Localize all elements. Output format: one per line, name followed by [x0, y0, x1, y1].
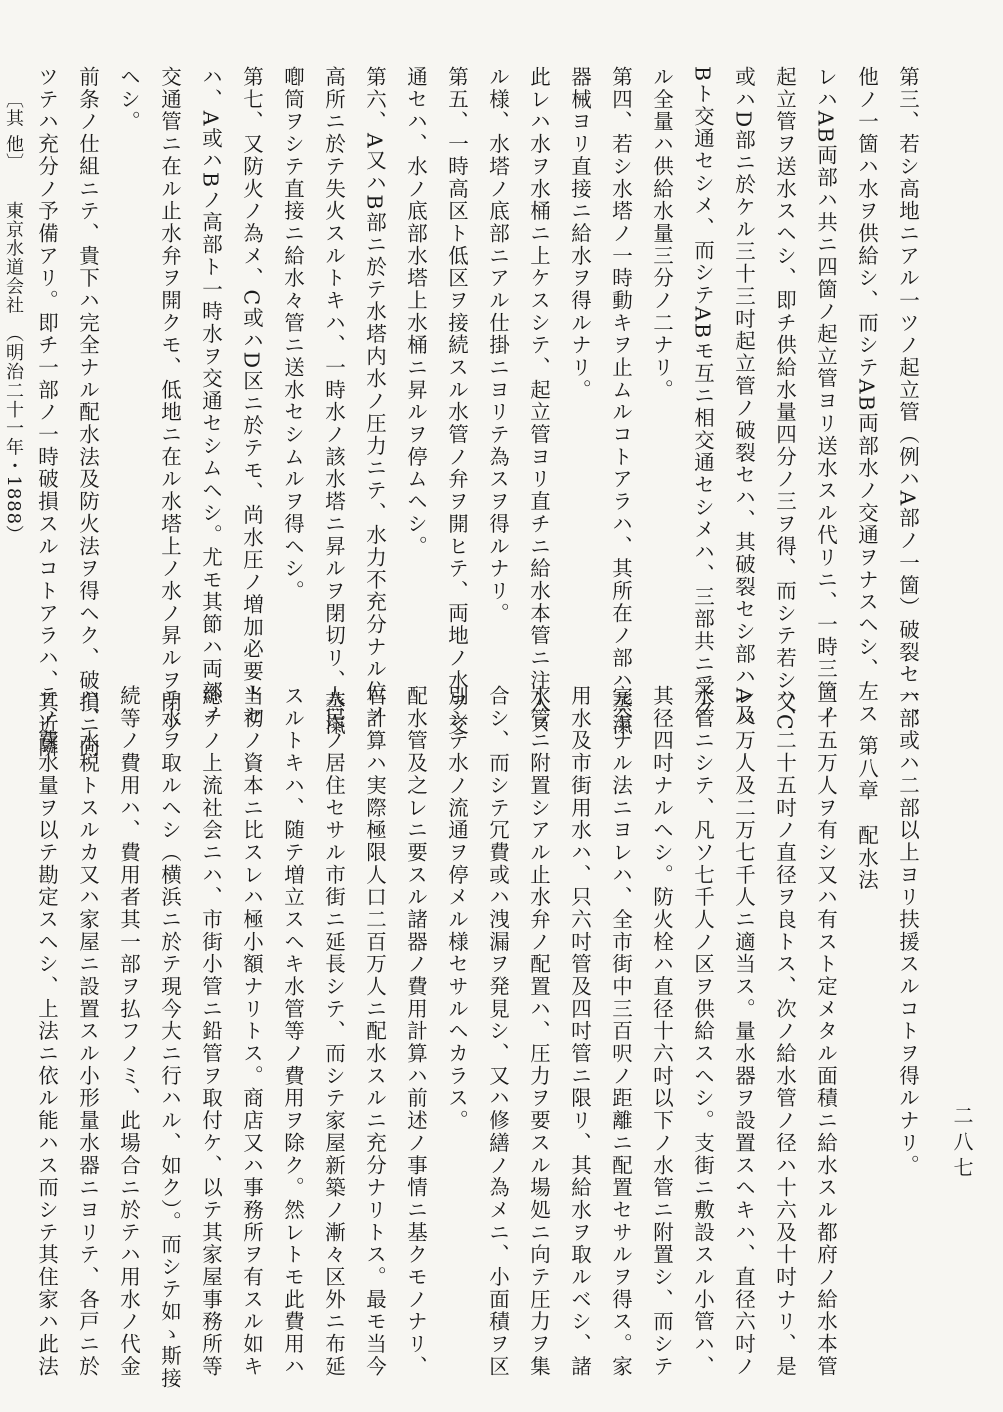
upper-column: 第三、若シ高地ニアル一ツノ起立管（例ハA部ノ一箇）破裂セハ、: [895, 66, 920, 731]
lower-column: 右計算ハ実際極限人口二百万人ニ配水スルニ充分ナリトス。最モ当今: [362, 685, 387, 1378]
lower-column: 続等ノ費用ハ、費用者其一部ヲ払フノミ、此場合ニ於テハ用水ノ代金: [116, 685, 141, 1378]
upper-column: 第四、若シ水塔ノ一時動キヲ止ムルコトアラハ、其所在ノ部ハ蒸滊: [608, 66, 633, 737]
upper-column: 交通管ニ在ル止水弁ヲ開クモ、低地ニ在ル水塔上ノ水ノ昇ルヲ閉ツ: [157, 66, 182, 737]
lower-column: ニ水ヲ取ルヘシ（横浜ニ於テ現今大ニ行ハル、如ク）。而シテ如ゝ斯接: [157, 685, 182, 1390]
lower-column: 二十五万人ヲ有シ又ハ有スト定メタル面積ニ給水スル都府ノ給水本管: [813, 685, 838, 1378]
upper-column: ル様、水塔ノ底部ニアル仕掛ニヨリテ為スヲ得ルナリ。: [485, 66, 510, 625]
lower-column: 配水管及之レニ要スル諸器ノ費用計算ハ前述ノ事情ニ基クモノナリ、: [403, 685, 428, 1378]
upper-column: 第七、又防火ノ為メ、C或ハD区ニ於テモ、尚水圧ノ増加必要トセ: [239, 66, 264, 728]
chapter-title: 第八章 配水法: [854, 735, 879, 892]
upper-column: ル全量ハ供給水量三分ノ二ナリ。: [649, 66, 674, 402]
lower-column: レハ万人及二万七千人ニ適当ス。量水器ヲ設置スヘキハ、直径六吋ノ: [731, 685, 756, 1378]
footer-label: 〔其 他〕: [3, 90, 24, 164]
upper-column: ハ、A或ハBノ高部ト一時水ヲ交通セシムヘシ。尤モ其節ハ両部ノ: [198, 66, 223, 726]
upper-column: Bト交通セシメ、而シテABモ互ニ相交通セシメハ、三部共ニ受ク: [690, 66, 715, 720]
upper-column: 第六、A又ハB部ニ於テ水塔内水ノ圧力ニテ、水力不充分ナル位ノ: [362, 66, 387, 726]
upper-column: レハAB両部ハ共ニ四箇ノ起立管ヨリ送水スル代リニ、一時三箇ノ: [813, 66, 838, 726]
upper-column: ヘシ。: [116, 66, 141, 134]
upper-column: 他ノ一箇ハ水ヲ供給シ、而シテAB両部水ノ交通ヲナスヘシ、左ス: [854, 66, 879, 726]
upper-column: 前条ノ仕組ニテ、貴下ハ完全ナル配水法及防火法ヲ得ヘク、破損ニ向: [75, 66, 100, 759]
upper-column: 第五、一時高区ト低区ヲ接続スル水管ノ弁ヲ開ヒテ、両地ノ水ヲ交: [444, 66, 469, 737]
lower-column: 総テノ上流社会ニハ、市街小管ニ鉛管ヲ取付ケ、以テ其家屋事務所等: [198, 685, 223, 1378]
lower-column: テノ費水量ヲ以テ勘定スヘシ、上法ニ依ル能ハス而シテ其住家ハ此法: [34, 685, 59, 1378]
upper-column: ツテハ充分ノ予備アリ。即チ一部ノ一時破損スルコトアラハ、其近隣: [34, 66, 59, 759]
lower-column: 水管ニ附置シアル止水弁ノ配置ハ、圧力ヲ要スル場処ニ向テ圧力ヲ集: [526, 685, 551, 1378]
lower-column: 水管ニシテ、凡ソ七千人ノ区ヲ供給スヘシ。支街ニ敷設スル小管ハ、: [690, 685, 715, 1378]
upper-column: 喞筒ヲシテ直接ニ給水々管ニ送水セシムルヲ得ヘシ。: [280, 66, 305, 603]
upper-column: 或ハD部ニ於ケル三十三吋起立管ノ破裂セハ、其破裂セシ部ハA及: [731, 66, 756, 727]
upper-column: 通セハ、水ノ底部水塔上水桶ニ昇ルヲ停ムヘシ。: [403, 66, 428, 558]
lower-column: 完全ナル法ニヨレハ、全市街中三百呎ノ距離ニ配置セサルヲ得ス。家: [608, 685, 633, 1378]
lower-column: 当初ノ資本ニ比スレハ極小額ナリトス。商店又ハ事務所ヲ有スル如キ: [239, 685, 264, 1378]
lower-column: スルトキハ、随テ増立スヘキ水管等ノ費用ヲ除ク。然レトモ此費用ハ: [280, 685, 305, 1378]
lower-column: 合シ、而シテ冗費或ハ洩漏ヲ発見シ、又ハ修繕ノ為メニ、小面積ヲ区: [485, 685, 510, 1378]
upper-column: 器械ヨリ直接ニ給水ヲ得ルナリ。: [567, 66, 592, 402]
page-number: 二八七: [950, 1105, 974, 1183]
footer-publisher: 東京水道会社: [3, 201, 24, 315]
lower-column: 人民ノ居住セサル市街ニ延長シテ、而シテ家屋新築ノ漸々区外ニ布延: [321, 685, 346, 1378]
lower-column: 其径四吋ナルヘシ。防火栓ハ直径十六吋以下ノ水管ニ附置シ、而シテ: [649, 685, 674, 1378]
footer-citation: [4, 90, 22, 544]
upper-column: 高所ニ於テ失火スルトキハ、一時水ノ該水塔ニ昇ルヲ閉切リ、蒸滊: [321, 66, 346, 737]
lower-column: ハ、二十五吋ノ直径ヲ良トス、次ノ給水管ノ径ハ十六及十吋ナリ、是: [772, 685, 797, 1378]
footer-date: （明治二十一年・1888）: [3, 333, 24, 544]
upper-column: 此レハ水ヲ水桶ニ上ケスシテ、起立管ヨリ直チニ給水本管ニ注入ス: [526, 66, 551, 737]
lower-column: 用水及市街用水ハ、只六吋管及四吋管ニ限リ、其給水ヲ取ルベシ、諸: [567, 685, 592, 1378]
lower-column: 別シテ水ノ流通ヲ停メル様セサルヘカラス。: [444, 685, 469, 1132]
lower-column: ハ、水税トスルカ又ハ家屋ニ設置スル小形量水器ニヨリテ、各戸ニ於: [75, 685, 100, 1378]
upper-column: 起立管ヲ送水スヘシ、即チ供給水量四分ノ三ヲ得、而シテ若シ又C: [772, 66, 797, 732]
lower-column: 一部或ハ二部以上ヨリ扶援スルコトヲ得ルナリ。: [895, 685, 920, 1177]
